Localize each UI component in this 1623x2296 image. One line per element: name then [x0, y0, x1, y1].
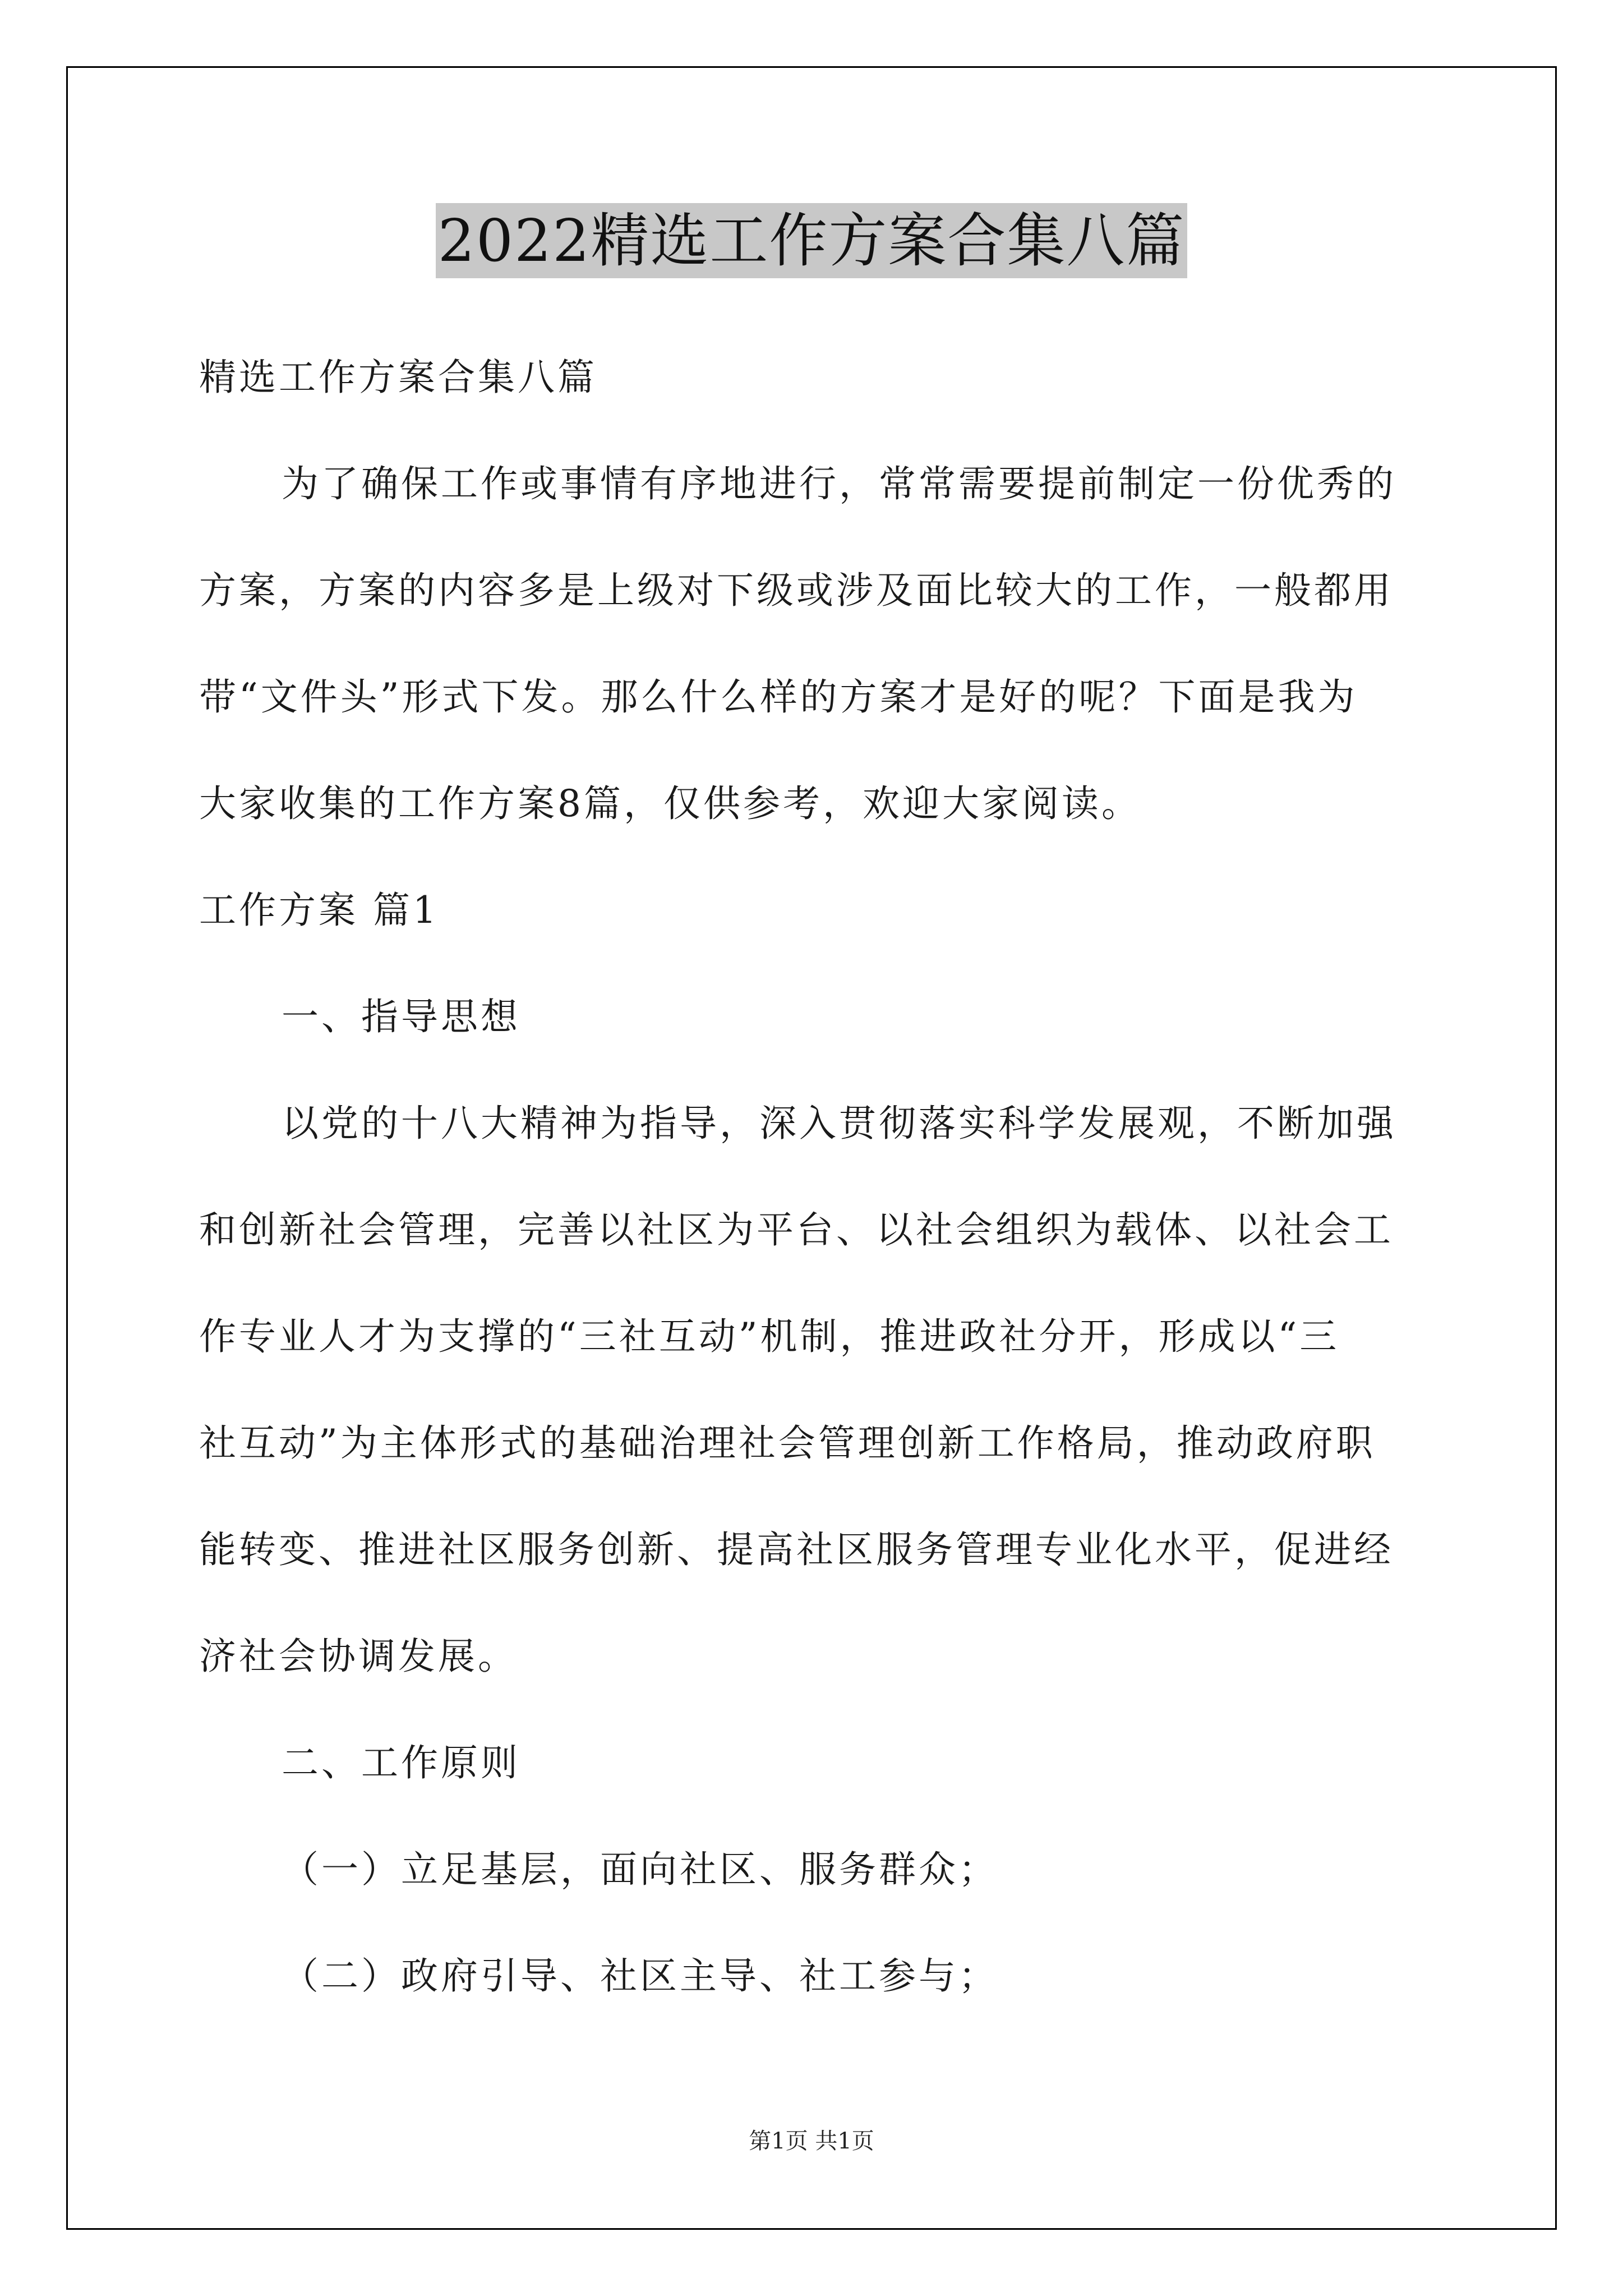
- section-heading: 工作方案 篇1: [199, 889, 439, 932]
- principle-item-1: （一）立足基层，面向社区、服务群众；: [282, 1848, 998, 1891]
- intro-line-2: 方案，方案的内容多是上级对下级或涉及面比较大的工作，一般都用: [199, 569, 1394, 612]
- body-line-3: 作专业人才为支撑的“三社互动”机制，推进政社分开，形成以“三: [199, 1315, 1340, 1358]
- intro-line-1: 为了确保工作或事情有序地进行，常常需要提前制定一份优秀的: [282, 462, 1396, 505]
- intro-line-3: 带“文件头”形式下发。那么什么样的方案才是好的呢？下面是我为: [199, 675, 1358, 719]
- title-container: [0, 203, 1623, 278]
- body-line-6: 济社会协调发展。: [199, 1635, 518, 1678]
- document-title: 2022精选工作方案合集八篇: [436, 203, 1188, 278]
- body-line-1: 以党的十八大精神为指导，深入贯彻落实科学发展观，不断加强: [282, 1102, 1396, 1145]
- heading-guiding-ideology: 一、指导思想: [282, 995, 520, 1038]
- body-line-2: 和创新社会管理，完善以社区为平台、以社会组织为载体、以社会工: [199, 1208, 1394, 1251]
- body-line-5: 能转变、推进社区服务创新、提高社区服务管理专业化水平，促进经: [199, 1528, 1394, 1571]
- intro-line-4: 大家收集的工作方案8篇，仅供参考，欢迎大家阅读。: [199, 782, 1141, 825]
- principle-item-2: （二）政府引导、社区主导、社工参与；: [282, 1954, 998, 1998]
- page-footer: 第1页 共1页: [749, 2128, 874, 2154]
- body-line-4: 社互动”为主体形式的基础治理社会管理创新工作格局，推动政府职: [199, 1421, 1376, 1465]
- heading-work-principles: 二、工作原则: [282, 1741, 520, 1784]
- document-subtitle: 精选工作方案合集八篇: [199, 356, 597, 399]
